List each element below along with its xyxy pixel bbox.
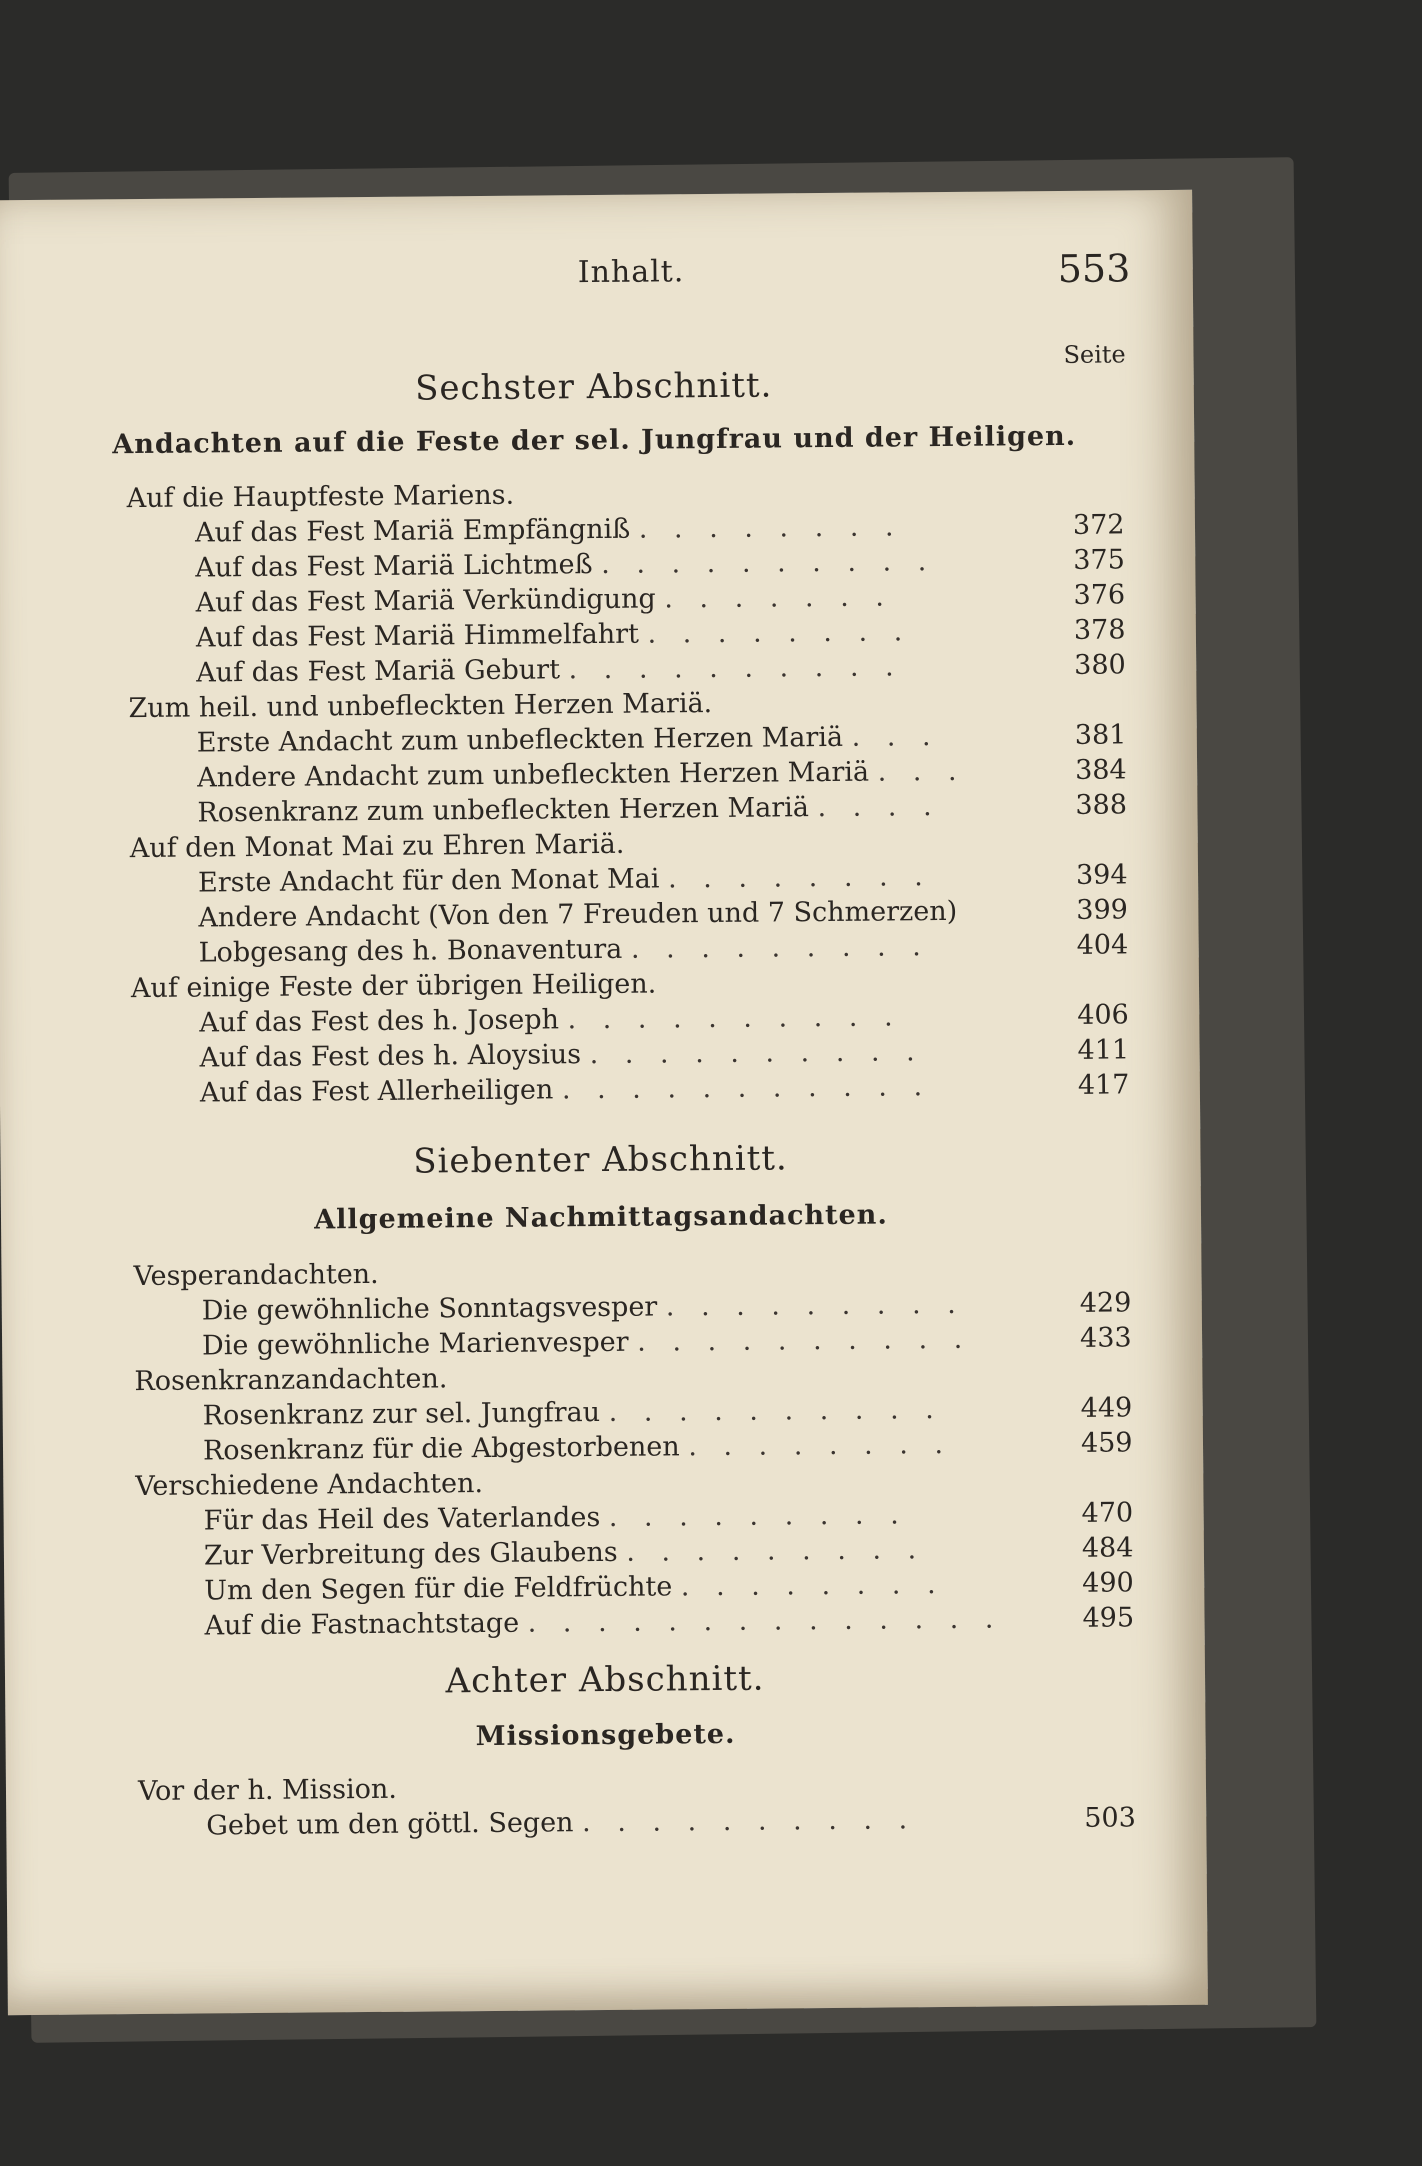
toc-group-label: Auf den Monat Mai zu Ehren Mariä. <box>129 828 625 865</box>
toc-entry-page: 388 <box>1075 789 1128 821</box>
toc-entry-page: 372 <box>1072 509 1125 541</box>
toc-entry-page: 404 <box>1076 929 1129 961</box>
toc-entry-page: 411 <box>1077 1034 1130 1066</box>
toc-section-6 <box>0 472 1200 1112</box>
dot-leader: . . . . . . . . . . <box>589 1036 924 1071</box>
section-heading <box>5 1655 1205 1705</box>
section-subheading <box>1 1197 1201 1238</box>
book-page <box>0 190 1208 2015</box>
toc-entry-page: 470 <box>1081 1497 1134 1529</box>
dot-leader: . . . . . . . . . . <box>567 1001 902 1036</box>
section-title: Siebenter Abschnitt. <box>413 1138 788 1182</box>
toc-entry-text: Um den Segen für die Feldfrüchte <box>204 1571 673 1607</box>
dot-leader: . . . . . . . <box>664 581 894 615</box>
dot-leader: . . . . . . . . <box>647 616 912 650</box>
toc-group-label: Vesperandachten. <box>133 1258 379 1293</box>
toc-section-8 <box>6 1765 1207 1845</box>
toc-entry-page: 429 <box>1079 1287 1132 1319</box>
toc-entry-text: Auf das Fest Mariä Empfängniß <box>194 513 631 549</box>
section-subtitle: Andachten auf die Feste der sel. Jungfrau und der Heiligen. <box>112 420 1077 461</box>
dot-leader: . . . . . . . . . . . . . . <box>527 1603 1003 1639</box>
toc-entry-text: Erste Andacht für den Monat Mai <box>197 863 660 899</box>
running-head-title: Inhalt. <box>577 254 685 291</box>
toc-entry-text: Auf das Fest des h. Joseph <box>199 1004 560 1039</box>
toc-entry-page: 490 <box>1082 1567 1134 1599</box>
toc-group-label: Auf die Hauptfeste Mariens. <box>126 479 515 515</box>
toc-entry-page: 459 <box>1080 1427 1133 1459</box>
toc-entry-page: 449 <box>1080 1392 1133 1424</box>
section-heading <box>0 362 1194 412</box>
dot-leader: . . . . . . . . . <box>626 1534 926 1568</box>
toc-group-label: Verschiedene Andachten. <box>135 1468 484 1503</box>
toc-entry-page: 417 <box>1077 1069 1130 1101</box>
dot-leader: . . . . . . . . <box>680 1569 945 1603</box>
toc-group-label: Zum heil. und unbefleckten Herzen Mariä. <box>128 688 713 725</box>
toc-entry-text: Die gewöhnliche Sonntagsvesper <box>201 1291 658 1327</box>
toc-entry-text: Auf das Fest Mariä Himmelfahrt <box>195 618 640 654</box>
toc-entry-page: 399 <box>1076 894 1129 926</box>
dot-leader: . . . . . . . . <box>688 1428 953 1463</box>
toc-entry-text: Auf das Fest Mariä Lichtmeß <box>195 549 593 584</box>
section-subheading <box>5 1715 1205 1756</box>
toc-entry-text: Rosenkranz zur sel. Jungfrau <box>202 1397 601 1432</box>
toc-entry-page: 433 <box>1079 1322 1132 1354</box>
section-subtitle: Allgemeine Nachmittagsandachten. <box>314 1199 888 1236</box>
section-heading <box>0 1135 1200 1185</box>
dot-leader: . . . . . . . . . . <box>608 1394 943 1428</box>
toc-entry-text: Gebet um den göttl. Segen <box>206 1807 574 1842</box>
dot-leader: . . . . . . . . <box>638 511 903 545</box>
dot-leader: . . . . . . . . . . <box>601 546 936 580</box>
running-head <box>0 246 1193 291</box>
section-title: Achter Abschnitt. <box>445 1658 765 1702</box>
toc-group-label: Vor der h. Mission. <box>137 1773 398 1808</box>
toc-entry-page: 406 <box>1077 999 1129 1031</box>
toc-entry-text: Auf die Fastnachtstage <box>204 1607 520 1642</box>
toc-entry-text: Auf das Fest Mariä Geburt <box>196 654 561 689</box>
toc-entry-page: 394 <box>1075 859 1128 891</box>
toc-entry-text: Für das Heil des Vaterlandes <box>203 1502 601 1537</box>
toc-entry-page: 376 <box>1073 579 1126 611</box>
page-number: 553 <box>1057 246 1131 291</box>
dot-leader: . . . <box>851 721 940 753</box>
toc-entry-text: Erste Andacht zum unbefleckten Herzen Mariä <box>196 721 844 759</box>
toc-entry-text: Zur Verbreitung des Glaubens <box>203 1536 618 1572</box>
dot-leader: . . . . <box>817 791 941 824</box>
toc-entry-page: 378 <box>1073 614 1126 646</box>
section-title: Sechster Abschnitt. <box>414 365 773 409</box>
dot-leader: . . . . . . . . . . <box>568 651 903 686</box>
section-subtitle: Missionsgebete. <box>475 1718 736 1753</box>
toc-entry-page: 380 <box>1074 649 1126 681</box>
toc-entry-text: Andere Andacht (Von den 7 Freuden und 7 Schmerzen) <box>198 895 958 934</box>
toc-entry-text: Auf das Fest des h. Aloysius <box>199 1039 582 1074</box>
dot-leader: . . . . . . . . . . <box>581 1804 917 1839</box>
toc-entry-page: 375 <box>1073 544 1125 576</box>
dot-leader: . . . . . . . . . <box>630 931 930 965</box>
dot-leader: . . . . . . . . . . . <box>561 1071 932 1106</box>
toc-section-7 <box>1 1250 1204 1645</box>
toc-entry-text: Auf das Fest Allerheiligen <box>199 1074 554 1109</box>
toc-entry-text: Lobgesang des h. Bonaventura <box>198 933 623 969</box>
dot-leader: . . . . . . . . . <box>665 1288 965 1323</box>
toc-entry-page: 484 <box>1081 1532 1134 1564</box>
dot-leader: . . . . . . . . . . <box>637 1323 972 1358</box>
toc-entry-text: Die gewöhnliche Marienvesper <box>201 1326 629 1362</box>
toc-group-label: Auf einige Feste der übrigen Heiligen. <box>130 968 657 1005</box>
toc-group-label: Rosenkranzandachten. <box>134 1363 448 1398</box>
toc-entry-text: Andere Andacht zum unbefleckten Herzen Mariä <box>197 756 870 794</box>
dot-leader: . . . . . . . . . <box>608 1499 908 1533</box>
toc-entry-text: Rosenkranz zum unbefleckten Herzen Mariä <box>197 792 810 829</box>
toc-entry-text: Auf das Fest Mariä Verkündigung <box>195 583 656 619</box>
toc-entry-page: 381 <box>1074 719 1127 751</box>
dot-leader: . . . <box>877 755 966 788</box>
toc-entry-page: 384 <box>1074 754 1127 786</box>
section-subheading <box>0 420 1194 461</box>
seite-column-label: Seite <box>1063 340 1126 369</box>
dot-leader: . . . . . . . . <box>667 861 932 895</box>
toc-entry-page: 495 <box>1082 1602 1135 1634</box>
toc-entry-page: 503 <box>1084 1802 1136 1834</box>
toc-entry-text: Rosenkranz für die Abgestorbenen <box>202 1431 680 1467</box>
